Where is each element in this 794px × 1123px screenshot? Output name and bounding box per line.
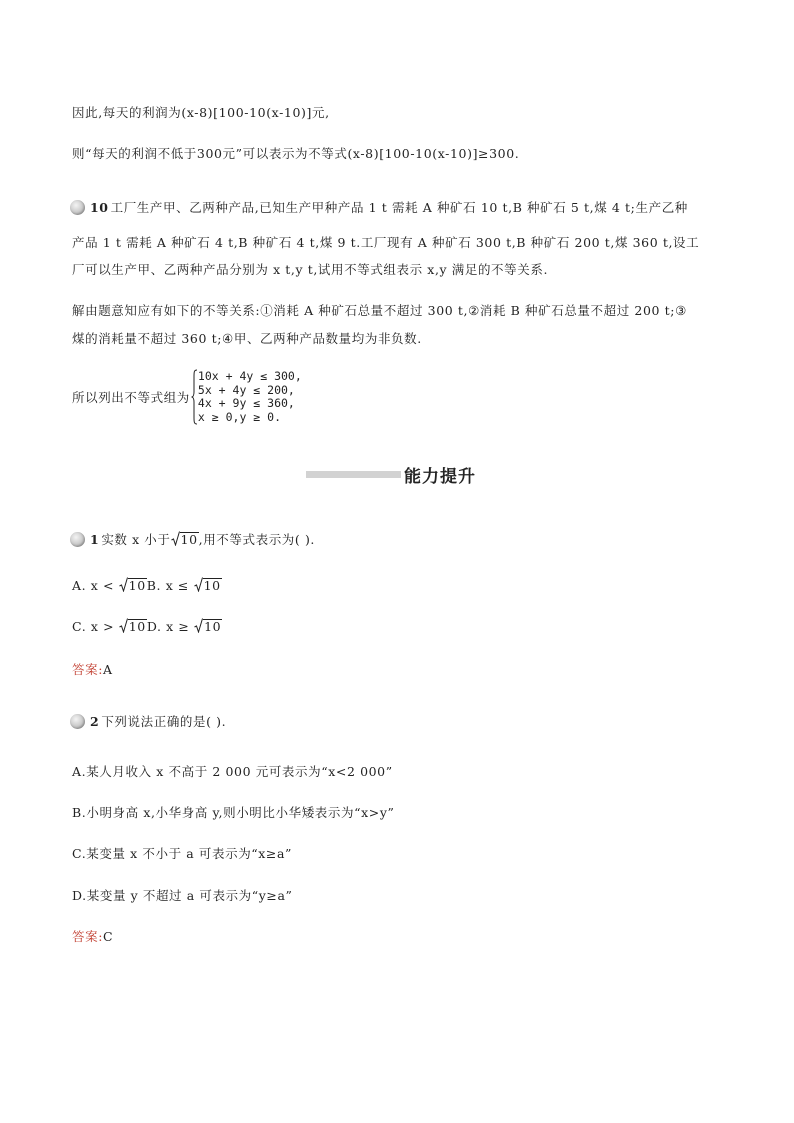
question-bullet-icon xyxy=(70,714,85,729)
sqrt-icon xyxy=(171,531,180,546)
question-1-options-ab xyxy=(72,577,222,593)
intro-line-1: 因此,每天的利润为(x-8)[100-10(x-10)]元, xyxy=(72,105,330,120)
sqrt-icon xyxy=(119,618,128,633)
sqrt-expression xyxy=(119,577,147,592)
system-intro: 所以列出不等式组为 xyxy=(72,390,190,405)
answer-value: C xyxy=(103,929,114,944)
inequality-system xyxy=(72,369,302,425)
question-2-stem xyxy=(72,712,226,730)
question-bullet-icon xyxy=(70,200,85,215)
question-1-answer xyxy=(72,660,113,678)
sqrt-radicand: 10 xyxy=(128,619,146,634)
system-line: 10x + 4y ≤ 300, xyxy=(197,369,302,383)
answer-label: 答案: xyxy=(72,662,104,677)
system-line: 5x + 4y ≤ 200, xyxy=(197,382,295,397)
question-number: 2 xyxy=(90,714,100,729)
sqrt-radicand: 10 xyxy=(128,578,146,593)
question-2-option-a: A.某人月收入 x 不高于 2 000 元可表示为“x<2 000” xyxy=(72,764,393,779)
question-2-option-c: C.某变量 x 不小于 a 可表示为“x≥a” xyxy=(72,846,293,861)
option-c-label: C. x > xyxy=(72,619,119,634)
question-number: 10 xyxy=(90,200,109,215)
option-a-label: A. x < xyxy=(72,578,119,593)
sqrt-icon xyxy=(119,577,128,592)
sqrt-radicand: 10 xyxy=(203,578,221,593)
sqrt-expression xyxy=(119,618,147,633)
solution-line-2: 煤的消耗量不超过 360 t;④甲、乙两种产品数量均为非负数. xyxy=(72,331,422,346)
question-1-stem-pre: 实数 x 小于 xyxy=(101,532,171,547)
question-1-stem xyxy=(72,530,315,548)
left-brace-icon xyxy=(191,369,198,425)
option-d-label: D. x ≥ xyxy=(146,619,195,634)
section-title: 能力提升 xyxy=(404,467,476,487)
question-10-line-1 xyxy=(72,198,688,216)
section-divider-bar xyxy=(306,471,401,478)
question-10-line-3: 厂可以生产甲、乙两种产品分别为 x t,y t,试用不等式组表示 x,y 满足的不等关系. xyxy=(72,262,549,277)
question-number: 1 xyxy=(90,532,100,547)
system-lines xyxy=(198,370,302,424)
system-line: 4x + 9y ≤ 360, xyxy=(197,396,295,410)
question-2-option-d: D.某变量 y 不超过 a 可表示为“y≥a” xyxy=(72,888,293,903)
question-10-text-1: 工厂生产甲、乙两种产品,已知生产甲种产品 1 t 需耗 A 种矿石 10 t,B 种矿石 5 t,煤 4 t;生产乙种 xyxy=(110,200,688,215)
sqrt-icon xyxy=(194,618,203,633)
sqrt-expression xyxy=(171,531,199,546)
question-2-option-b: B.小明身高 x,小华身高 y,则小明比小华矮表示为“x>y” xyxy=(72,805,395,820)
solution-line-1: 解由题意知应有如下的不等关系:①消耗 A 种矿石总量不超过 300 t,②消耗 B 种矿石总量不超过 200 t;③ xyxy=(72,303,687,318)
sqrt-expression xyxy=(194,618,222,633)
answer-label: 答案: xyxy=(72,929,104,944)
question-2-stem-text: 下列说法正确的是( ). xyxy=(101,714,227,729)
intro-line-2: 则“每天的利润不低于300元”可以表示为不等式(x-8)[100-10(x-10)]≥300. xyxy=(72,146,520,161)
answer-value: A xyxy=(103,662,113,677)
sqrt-radicand: 10 xyxy=(180,532,198,547)
question-1-stem-post: ,用不等式表示为( ). xyxy=(198,532,315,547)
sqrt-radicand: 10 xyxy=(204,619,222,634)
sqrt-expression xyxy=(194,577,222,592)
question-bullet-icon xyxy=(70,532,85,547)
question-2-answer xyxy=(72,927,113,945)
option-b-label: B. x ≤ xyxy=(146,578,194,593)
sqrt-icon xyxy=(194,577,203,592)
system-line: x ≥ 0,y ≥ 0. xyxy=(197,409,281,424)
question-1-options-cd xyxy=(72,618,222,634)
question-10-line-2: 产品 1 t 需耗 A 种矿石 4 t,B 种矿石 4 t,煤 9 t.工厂现有 A 种矿石 300 t,B 种矿石 200 t,煤 360 t,设工 xyxy=(72,235,700,250)
